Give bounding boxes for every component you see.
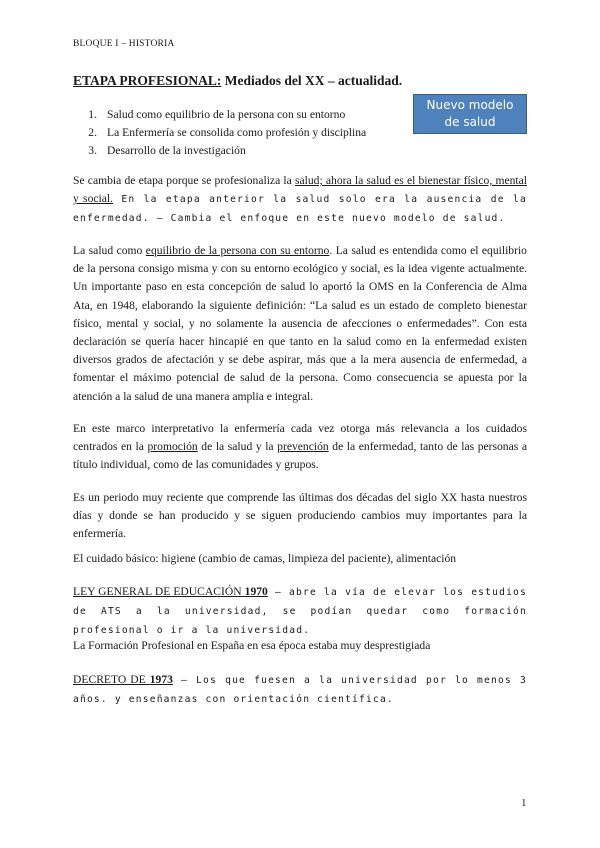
underlined-year: 1970 bbox=[244, 585, 268, 598]
callout-box bbox=[413, 94, 527, 134]
underlined-text: promoción bbox=[147, 440, 198, 454]
numbered-list bbox=[73, 106, 413, 160]
handwritten-note: En la etapa anterior la salud solo era la ausencia de la enfermedad. – Cambia el enfoque en este nuevo modelo de salud. bbox=[73, 194, 527, 225]
handwritten-note: – Los que fuesen a la universidad por lo menos 3 años. y enseñanzas con orientación científica. bbox=[73, 675, 527, 706]
paragraph-text: En este marco interpretativo la enfermería cada vez otorga más relevancia a los cuidados centrados en la bbox=[73, 422, 527, 454]
paragraph-text: de la enfermedad, tanto de las personas a título individual, como de las comunidades y grupos. bbox=[73, 440, 527, 472]
section-title-label: ETAPA PROFESIONAL: bbox=[73, 73, 222, 88]
list-item-number: 2. bbox=[88, 126, 97, 139]
underlined-text: LEY GENERAL DE EDUCACIÓN bbox=[73, 585, 245, 598]
paragraph-health-balance bbox=[73, 242, 527, 406]
underlined-text: DECRETO DE bbox=[73, 673, 150, 686]
underlined-text: equilibrio de la persona con su entorno bbox=[145, 244, 330, 257]
list-item-number: 3. bbox=[88, 144, 97, 157]
section-title-text: Mediados del XX – actualidad. bbox=[221, 73, 403, 88]
list-item-text: Desarrollo de la investigación bbox=[107, 144, 246, 157]
list-item-text: Salud como equilibrio de la persona con su entorno bbox=[107, 108, 346, 121]
running-header: BLOQUE I – HISTORIA bbox=[73, 39, 175, 49]
section-title bbox=[73, 73, 402, 89]
paragraph-basic-care: El cuidado básico: higiene (cambio de camas, limpieza del paciente), alimentación bbox=[73, 552, 457, 565]
list-item-text: La Enfermería se consolida como profesión y disciplina bbox=[107, 126, 367, 139]
list-item bbox=[73, 106, 413, 124]
paragraph-stage-change bbox=[73, 172, 527, 229]
list-item-number: 1. bbox=[88, 108, 97, 121]
list-item bbox=[73, 142, 413, 160]
paragraph-education-law bbox=[73, 583, 527, 641]
callout-line-2: de salud bbox=[444, 115, 496, 129]
paragraph-recent-period: Es un periodo muy reciente que comprende las últimas dos décadas del siglo XX hasta nuestros días y donde se han producido y se siguen produciendo cambios muy importantes para la enfermería. bbox=[73, 491, 527, 541]
paragraph-text: de la salud y la bbox=[197, 440, 278, 454]
callout-line-1: Nuevo modelo bbox=[426, 98, 514, 112]
paragraph-text: Se cambia de etapa porque se profesionaliza la bbox=[73, 174, 295, 187]
underlined-text: prevención bbox=[277, 440, 329, 454]
paragraph-vocational-training: La Formación Profesional en España en esa época estaba muy desprestigiada bbox=[73, 639, 431, 652]
underlined-year: 1973 bbox=[149, 673, 173, 686]
paragraph-decree bbox=[73, 671, 527, 709]
paragraph-text: . La salud es entendida como el equilibrio de la persona consigo misma y con su entorno ecológico y social, es la idea vigente actualmente. Un importante paso en esta concepción de salud lo aportó la OMS en la Conferencia de Alma Ata, en 1948, elaborando la siguiente definición: “La salud es un estado de completo bienestar físico, mental y social, y no solamente la ausencia de afecciones o enfermedades”. Con esta declaración se quería hacer hincapié en que tanto en la salud como en la enfermedad existen diversos grados de afectación y se debe aspirar, más que a la mera ausencia de enfermedad, a fomentar el máximo potencial de salud de la persona. Como consecuencia se apuesta por la atención a la salud de una manera amplia e integral. bbox=[73, 244, 527, 403]
handwritten-note: – abre la vía de elevar los estudios de ATS a la universidad, se podían quedar como formación profesional o ir a la universidad. bbox=[73, 587, 528, 637]
paragraph-interpretive-frame bbox=[73, 420, 527, 475]
page-number: 1 bbox=[521, 797, 527, 809]
paragraph-text: La salud como bbox=[73, 244, 146, 257]
underlined-text: salud; ahora la salud es el bienestar físico, mental y social. bbox=[73, 174, 527, 206]
list-item bbox=[73, 124, 413, 142]
